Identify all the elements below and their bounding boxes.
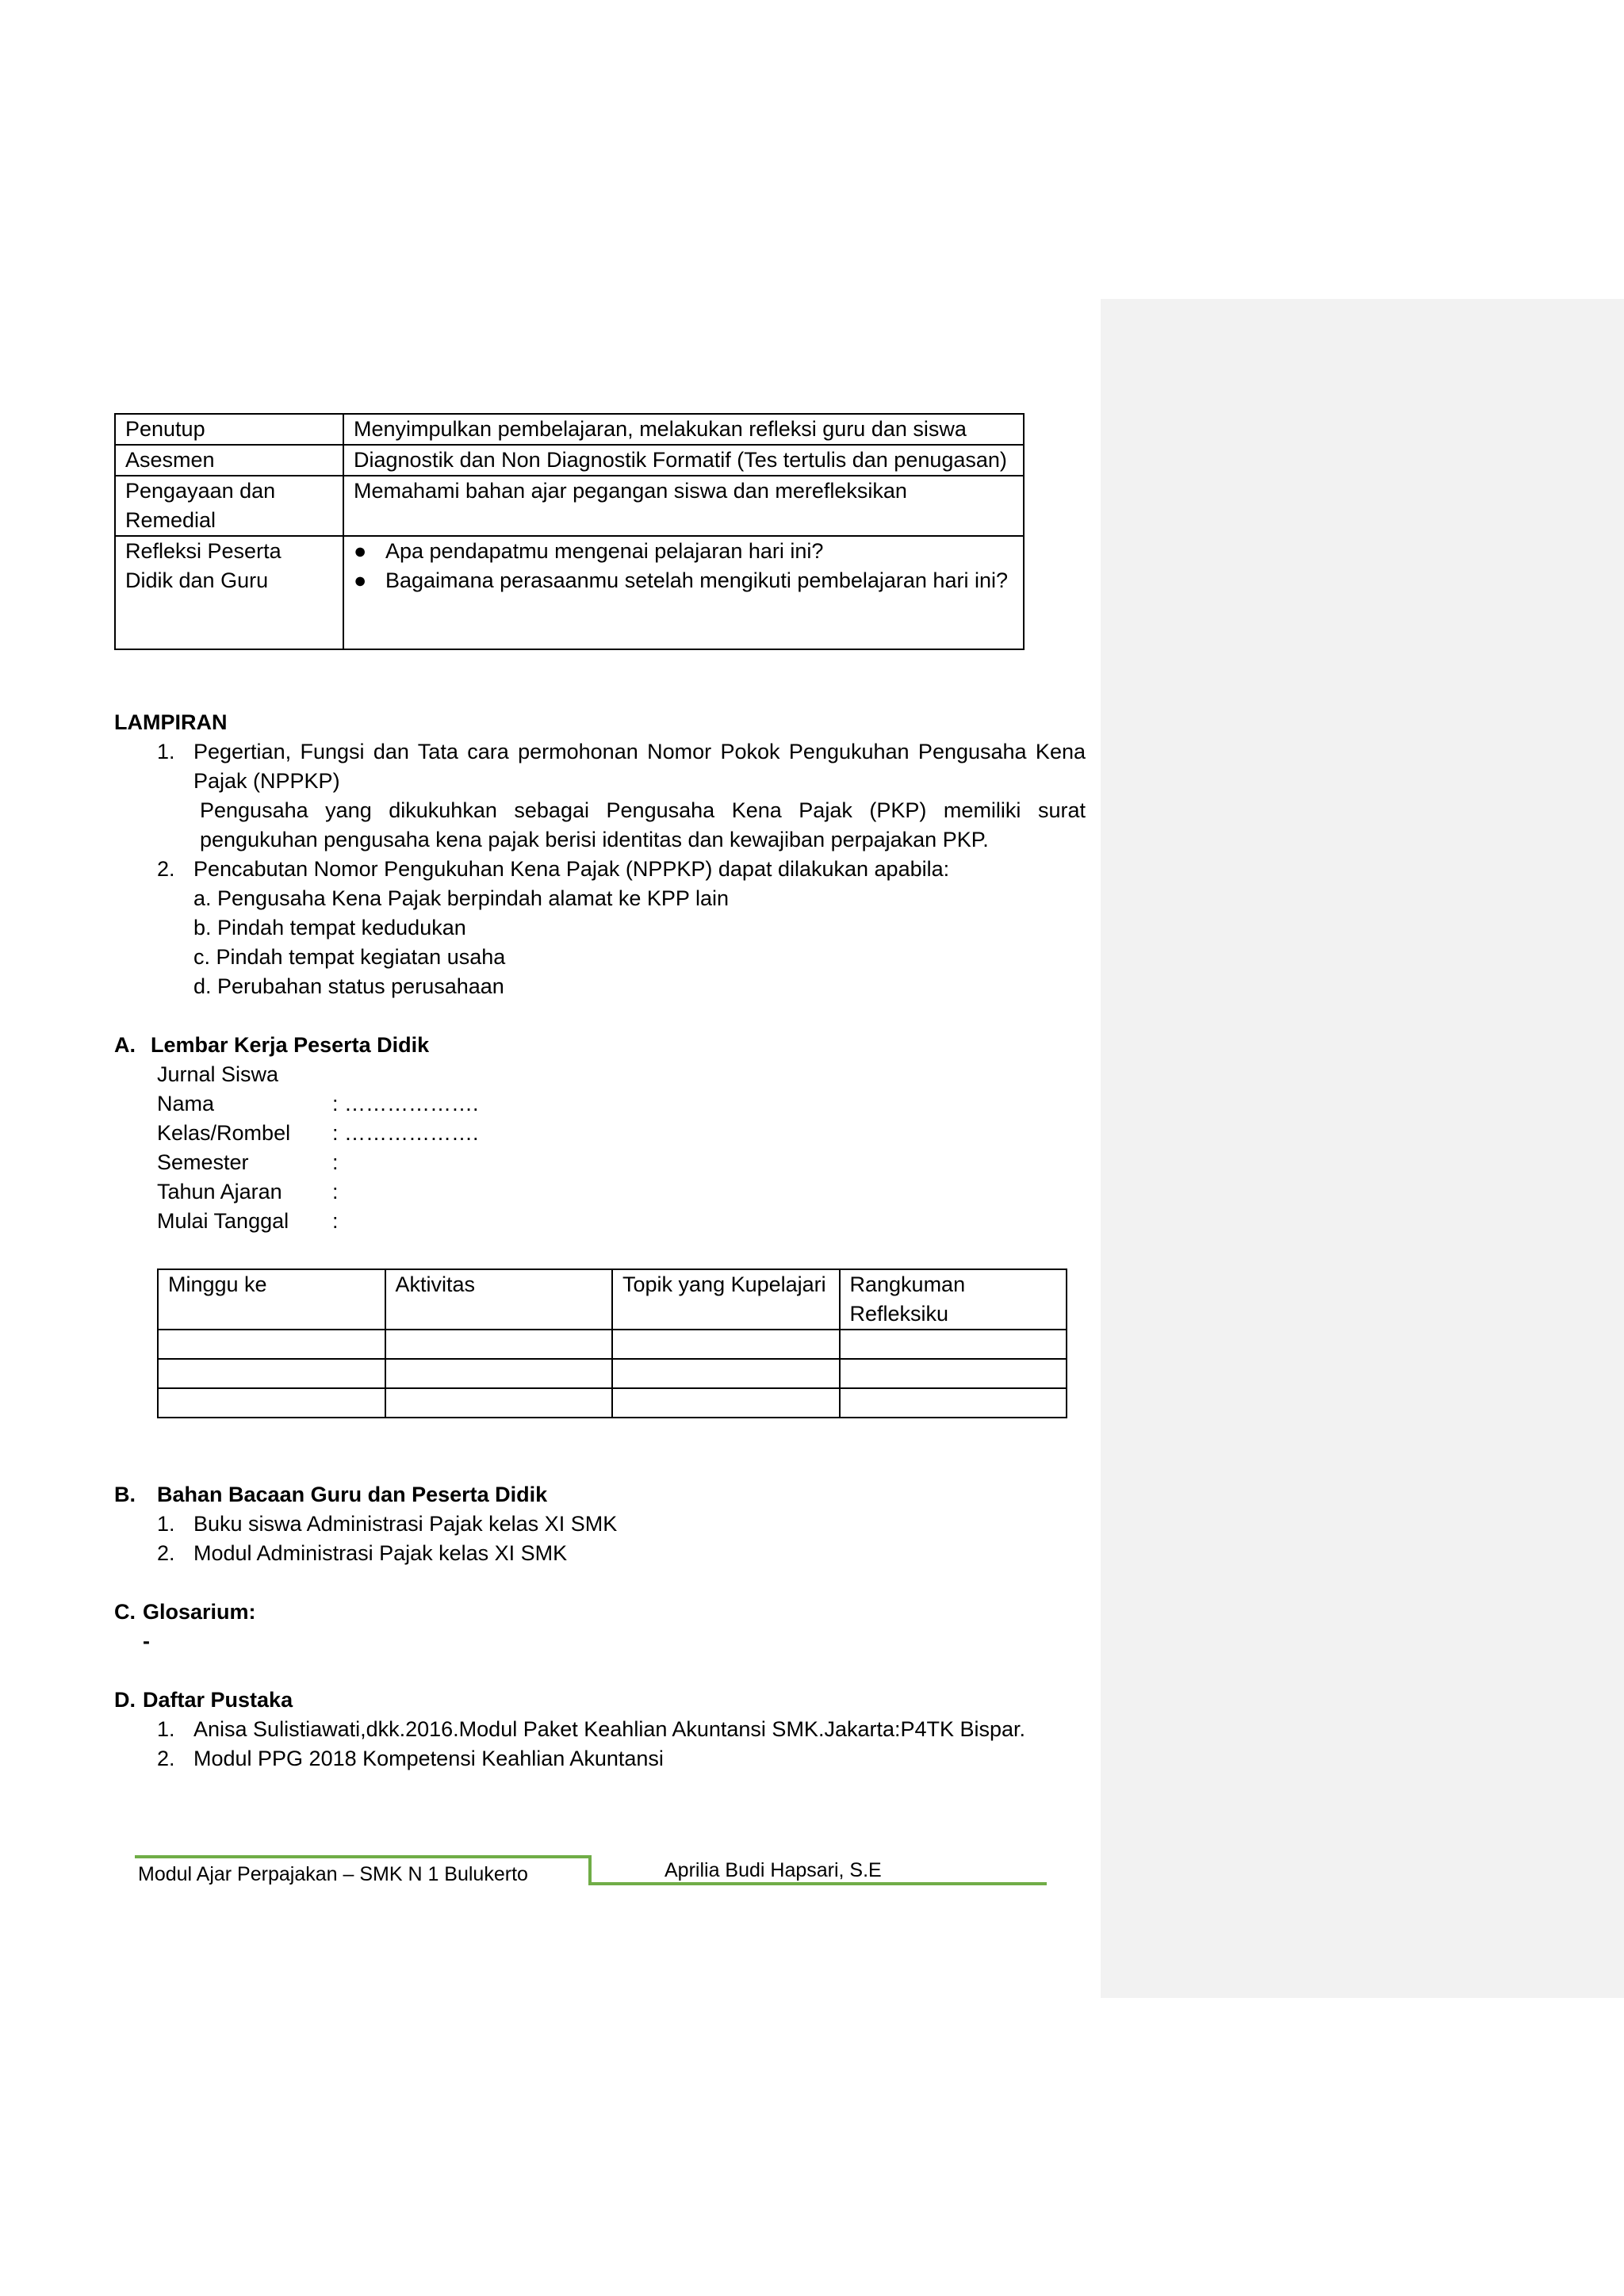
list-number: 1.	[157, 1512, 175, 1536]
footer-right-text: Aprilia Budi Hapsari, S.E	[665, 1859, 882, 1881]
column-header: Minggu ke	[158, 1269, 385, 1330]
footer-line-step	[588, 1855, 592, 1885]
table-row	[115, 476, 1024, 536]
sub-item: b. Pindah tempat kedudukan	[193, 916, 466, 939]
column-header: Topik yang Kupelajari	[612, 1269, 840, 1330]
bullet-icon: ●	[354, 539, 367, 563]
list-item-text: Anisa Sulistiawati,dkk.2016.Modul Paket Keahlian Akuntansi SMK.Jakarta:P4TK Bispar.	[193, 1717, 1026, 1741]
lampiran-heading: LAMPIRAN	[114, 710, 228, 734]
list-item-text: Buku siswa Administrasi Pajak kelas XI SMK	[193, 1512, 618, 1536]
section-letter: B.	[114, 1483, 136, 1506]
lampiran-item-1-line2: Pajak (NPPKP)	[193, 769, 340, 793]
row-content: Memahami bahan ajar pegangan siswa dan merefleksikan	[343, 476, 1024, 536]
table-row	[115, 445, 1024, 476]
list-item	[354, 566, 1013, 595]
field-value: :	[332, 1150, 339, 1174]
list-item-text: Modul Administrasi Pajak kelas XI SMK	[193, 1541, 568, 1565]
field-value: :	[332, 1180, 339, 1203]
list-item-text: Apa pendapatmu mengenai pelajaran hari ini?	[385, 539, 824, 563]
field-label: Tahun Ajaran	[157, 1180, 282, 1203]
footer-left-text: Modul Ajar Perpajakan – SMK N 1 Bulukerto	[138, 1863, 528, 1885]
lampiran-item-2: Pencabutan Nomor Pengukuhan Kena Pajak (NPPKP) dapat dilakukan apabila:	[193, 857, 950, 881]
table-cell[interactable]	[840, 1359, 1067, 1388]
field-label: Mulai Tanggal	[157, 1209, 289, 1233]
row-label: Refleksi Peserta Didik dan Guru	[115, 536, 343, 649]
row-label: Penutup	[115, 414, 343, 445]
bullet-icon: ●	[354, 568, 367, 592]
comment-pane	[1101, 299, 1624, 1998]
list-number: 2.	[157, 1541, 175, 1565]
row-content: Menyimpulkan pembelajaran, melakukan refleksi guru dan siswa	[343, 414, 1024, 445]
table-cell[interactable]	[612, 1388, 840, 1418]
table-cell[interactable]	[158, 1330, 385, 1359]
table-cell[interactable]	[612, 1359, 840, 1388]
footer-line-left	[135, 1855, 590, 1858]
section-b-title: Bahan Bacaan Guru dan Peserta Didik	[157, 1483, 548, 1506]
reflection-list	[354, 537, 1013, 595]
list-item-text: Modul PPG 2018 Kompetensi Keahlian Akuntansi	[193, 1747, 664, 1770]
section-d-title: Daftar Pustaka	[143, 1688, 293, 1712]
table-cell[interactable]	[158, 1359, 385, 1388]
glossary-dash: -	[143, 1629, 150, 1653]
table-cell[interactable]	[840, 1388, 1067, 1418]
list-number: 1.	[157, 1717, 175, 1741]
list-number: 1.	[157, 740, 175, 763]
sub-item: a. Pengusaha Kena Pajak berpindah alamat ke KPP lain	[193, 886, 729, 910]
section-letter: A.	[114, 1033, 136, 1057]
list-item-text: Bagaimana perasaanmu setelah mengikuti pembelajaran hari ini?	[385, 568, 1008, 592]
table-cell[interactable]	[385, 1388, 613, 1418]
field-value: :	[332, 1209, 339, 1233]
lesson-table	[114, 413, 1025, 650]
field-value: : ……………….	[332, 1092, 479, 1115]
section-letter: D.	[114, 1688, 136, 1712]
field-label: Nama	[157, 1092, 215, 1115]
table-row	[158, 1330, 1067, 1359]
lampiran-paragraph-line2: pengukuhan pengusaha kena pajak berisi identitas dan kewajiban perpajakan PKP.	[200, 828, 989, 851]
section-c-title: Glosarium:	[143, 1600, 256, 1624]
section-letter: C.	[114, 1600, 136, 1624]
table-cell[interactable]	[158, 1388, 385, 1418]
list-item	[354, 537, 1013, 566]
row-content	[343, 536, 1024, 649]
table-cell[interactable]	[612, 1330, 840, 1359]
table-header-row	[158, 1269, 1067, 1330]
table-row	[158, 1388, 1067, 1418]
table-row	[115, 414, 1024, 445]
list-number: 2.	[157, 857, 175, 881]
table-cell[interactable]	[840, 1330, 1067, 1359]
field-label: Semester	[157, 1150, 249, 1174]
jurnal-table	[157, 1269, 1067, 1418]
list-number: 2.	[157, 1747, 175, 1770]
column-header: Rangkuman Refleksiku	[840, 1269, 1067, 1330]
sub-item: c. Pindah tempat kegiatan usaha	[193, 945, 506, 969]
jurnal-title: Jurnal Siswa	[157, 1062, 279, 1086]
row-label: Pengayaan dan Remedial	[115, 476, 343, 536]
row-content: Diagnostik dan Non Diagnostik Formatif (Tes tertulis dan penugasan)	[343, 445, 1024, 476]
field-label: Kelas/Rombel	[157, 1121, 291, 1145]
lampiran-paragraph-line1: Pengusaha yang dikukuhkan sebagai Pengusaha Kena Pajak (PKP) memiliki surat	[200, 798, 1086, 822]
column-header: Aktivitas	[385, 1269, 613, 1330]
sub-item: d. Perubahan status perusahaan	[193, 974, 504, 998]
field-value: : ……………….	[332, 1121, 479, 1145]
row-label: Asesmen	[115, 445, 343, 476]
table-row	[158, 1359, 1067, 1388]
table-row	[115, 536, 1024, 649]
table-cell[interactable]	[385, 1359, 613, 1388]
table-cell[interactable]	[385, 1330, 613, 1359]
section-a-title: Lembar Kerja Peserta Didik	[151, 1033, 430, 1057]
lampiran-item-1-line1: Pegertian, Fungsi dan Tata cara permohonan Nomor Pokok Pengukuhan Pengusaha Kena	[193, 740, 1086, 763]
